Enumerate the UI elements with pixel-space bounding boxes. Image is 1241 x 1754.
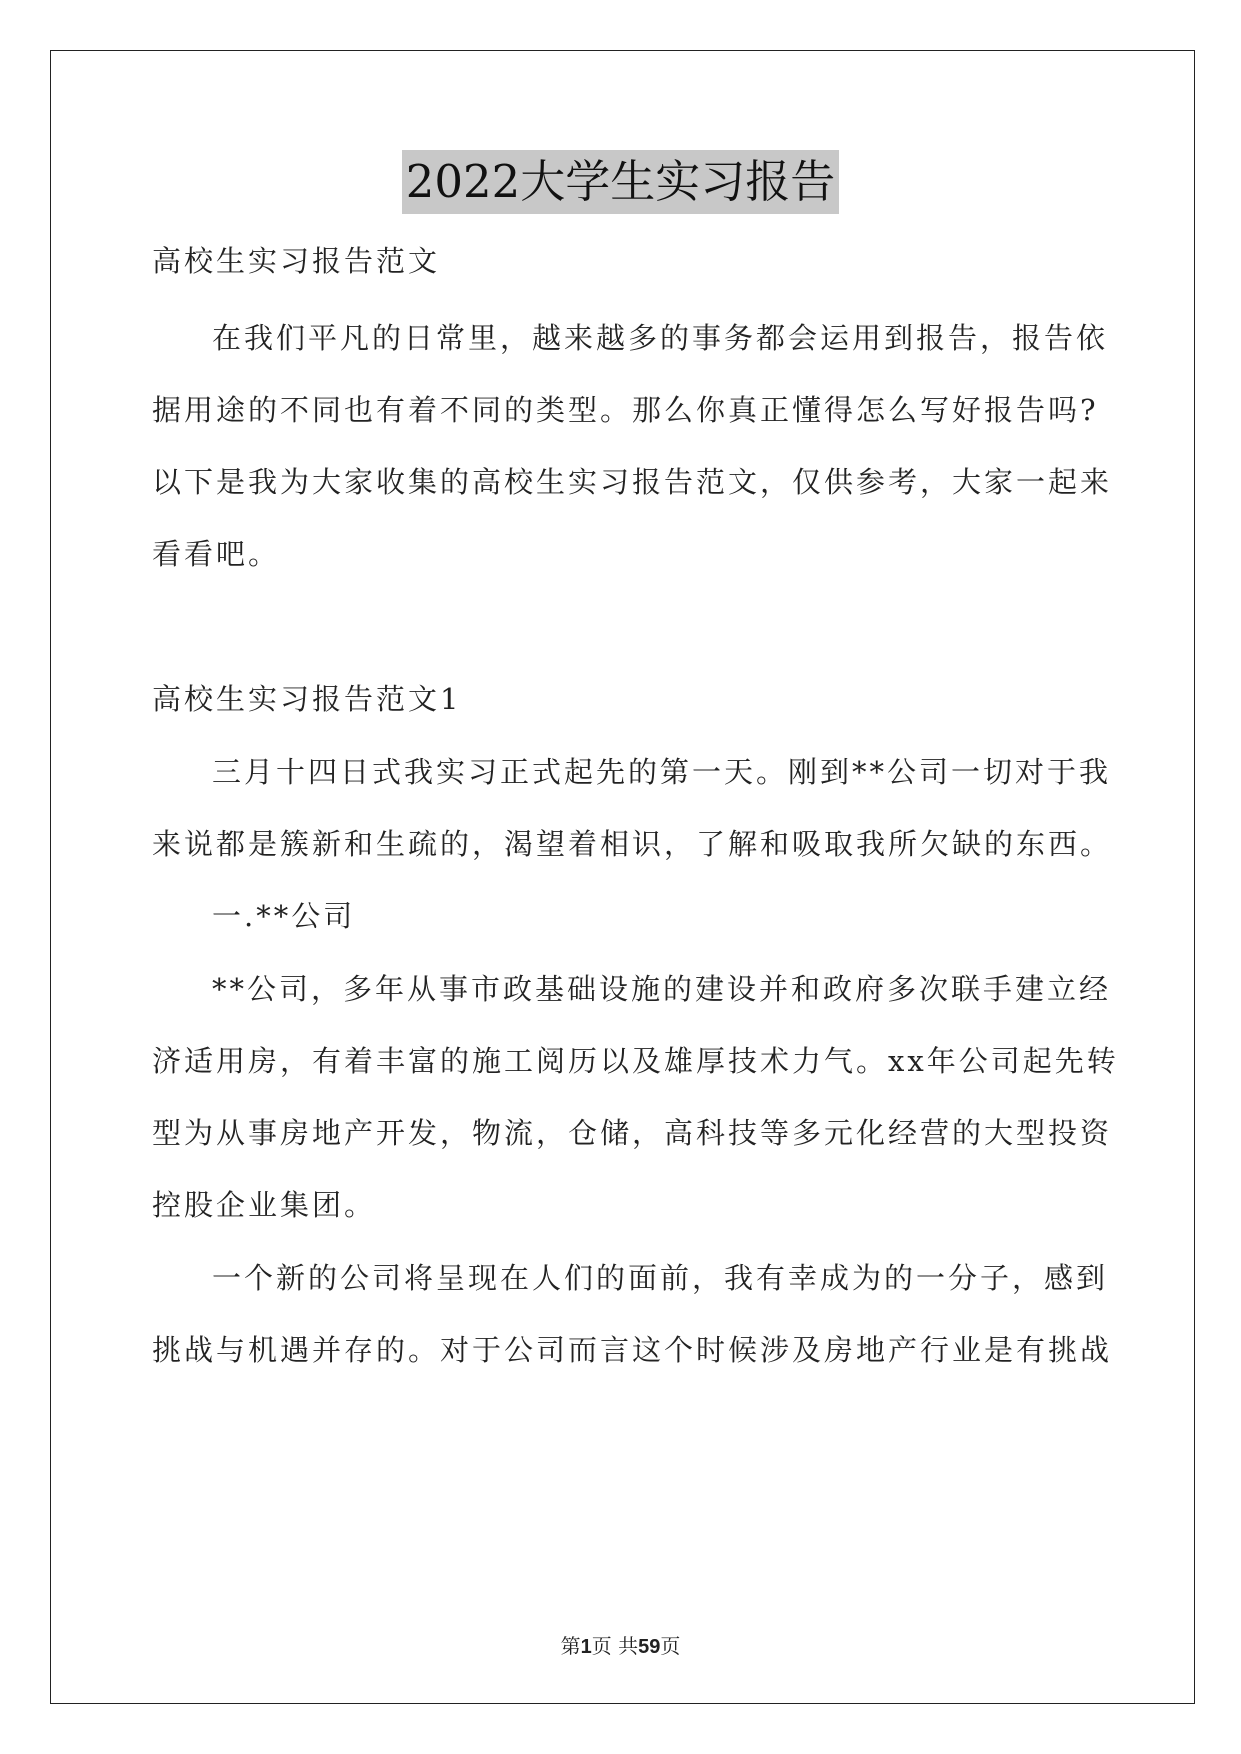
paragraph-line: 以下是我为大家收集的高校生实习报告范文，仅供参考，大家一起来 xyxy=(152,465,1113,499)
paragraph-line: 控股企业集团。 xyxy=(152,1188,377,1222)
page-footer xyxy=(0,1630,1241,1659)
paragraph-line: 一个新的公司将呈现在人们的面前，我有幸成为的一分子，感到 xyxy=(212,1261,1109,1295)
section-heading: 高校生实习报告范文1 xyxy=(152,682,462,716)
footer-page-suffix: 页 xyxy=(660,1634,681,1658)
footer-page-prefix: 第 xyxy=(560,1634,581,1658)
footer-page-number: 1 xyxy=(580,1636,592,1658)
paragraph-line: 济适用房，有着丰富的施工阅历以及雄厚技术力气。xx年公司起先转 xyxy=(152,1044,1119,1078)
footer-page-mid: 页 共 xyxy=(591,1634,639,1658)
paragraph-line: **公司，多年从事市政基础设施的建设并和政府多次联手建立经 xyxy=(212,972,1112,1006)
paragraph-line: 看看吧。 xyxy=(152,537,281,571)
paragraph-line: 型为从事房地产开发，物流，仓储，高科技等多元化经营的大型投资 xyxy=(152,1116,1113,1150)
page-border xyxy=(50,50,1195,1704)
paragraph-line: 挑战与机遇并存的。对于公司而言这个时候涉及房地产行业是有挑战 xyxy=(152,1333,1113,1367)
title-container xyxy=(0,150,1241,214)
paragraph-line: 据用途的不同也有着不同的类型。那么你真正懂得怎么写好报告吗? xyxy=(152,393,1099,427)
section-heading: 高校生实习报告范文 xyxy=(152,244,441,278)
paragraph-line: 三月十四日式我实习正式起先的第一天。刚到**公司一切对于我 xyxy=(212,755,1112,789)
paragraph-line: 来说都是簇新和生疏的，渴望着相识，了解和吸取我所欠缺的东西。 xyxy=(152,827,1113,861)
paragraph-line: 在我们平凡的日常里，越来越多的事务都会运用到报告，报告依 xyxy=(212,321,1109,355)
footer-total-pages: 59 xyxy=(638,1636,661,1658)
document-title: 2022大学生实习报告 xyxy=(402,150,840,214)
subheading: 一.**公司 xyxy=(212,899,356,933)
